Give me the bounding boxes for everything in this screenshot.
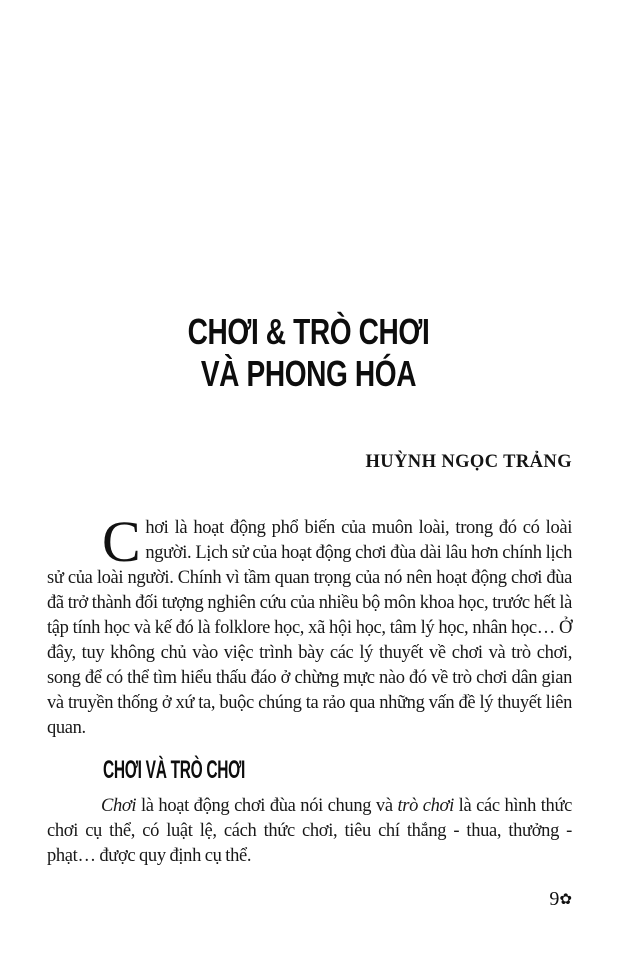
drop-cap: C xyxy=(102,509,141,574)
author-name: HUỲNH NGỌC TRẢNG xyxy=(365,452,572,472)
paragraph-2-italic-term-1: Chơi xyxy=(101,796,137,816)
paragraph-2 xyxy=(47,794,572,869)
page-footer xyxy=(47,888,572,911)
body-text-block xyxy=(47,509,572,869)
chapter-title xyxy=(68,311,549,395)
section-heading: CHƠI VÀ TRÒ CHƠI xyxy=(103,756,246,784)
florette-ornament-icon: ✿ xyxy=(559,890,572,908)
paragraph-2-italic-term-2: trò chơi xyxy=(397,796,454,816)
chapter-title-line1: CHƠI & TRÒ CHƠI xyxy=(187,311,430,352)
page-number: 9 xyxy=(549,888,560,910)
paragraph-1 xyxy=(47,509,572,741)
paragraph-1-text: hơi là hoạt động phổ biến của muôn loài, trong đó có loài người. Lịch sử của hoạt động chơi đùa dài lâu hơn chính lịch sử của loài người. Chính vì tầm quan trọng của nó nên hoạt động chơi đùa đã trở thành đối tượng nghiên cứu của nhiều bộ môn khoa học, trước hết là tập tính học và kế đó là folklore học, xã hội học, tâm lý học, nhân học… Ở đây, tuy không chủ vào việc trình bày các lý thuyết về chơi và trò chơi, song để có thể tìm hiểu thấu đáo ở chừng mực nào đó về trò chơi dân gian và truyền thống ở xứ ta, buộc chúng ta rảo qua những vấn đề lý thuyết liên quan. xyxy=(47,518,572,738)
chapter-title-line2: VÀ PHONG HÓA xyxy=(200,353,417,394)
paragraph-2-text-2: là các hình thức chơi cụ thể, có luật lệ, cách thức chơi, tiêu chí thắng - thua, thưởng - phạt… được quy định cụ thể. xyxy=(47,796,572,866)
paragraph-2-text-1: là hoạt động chơi đùa nói chung và xyxy=(136,796,398,816)
